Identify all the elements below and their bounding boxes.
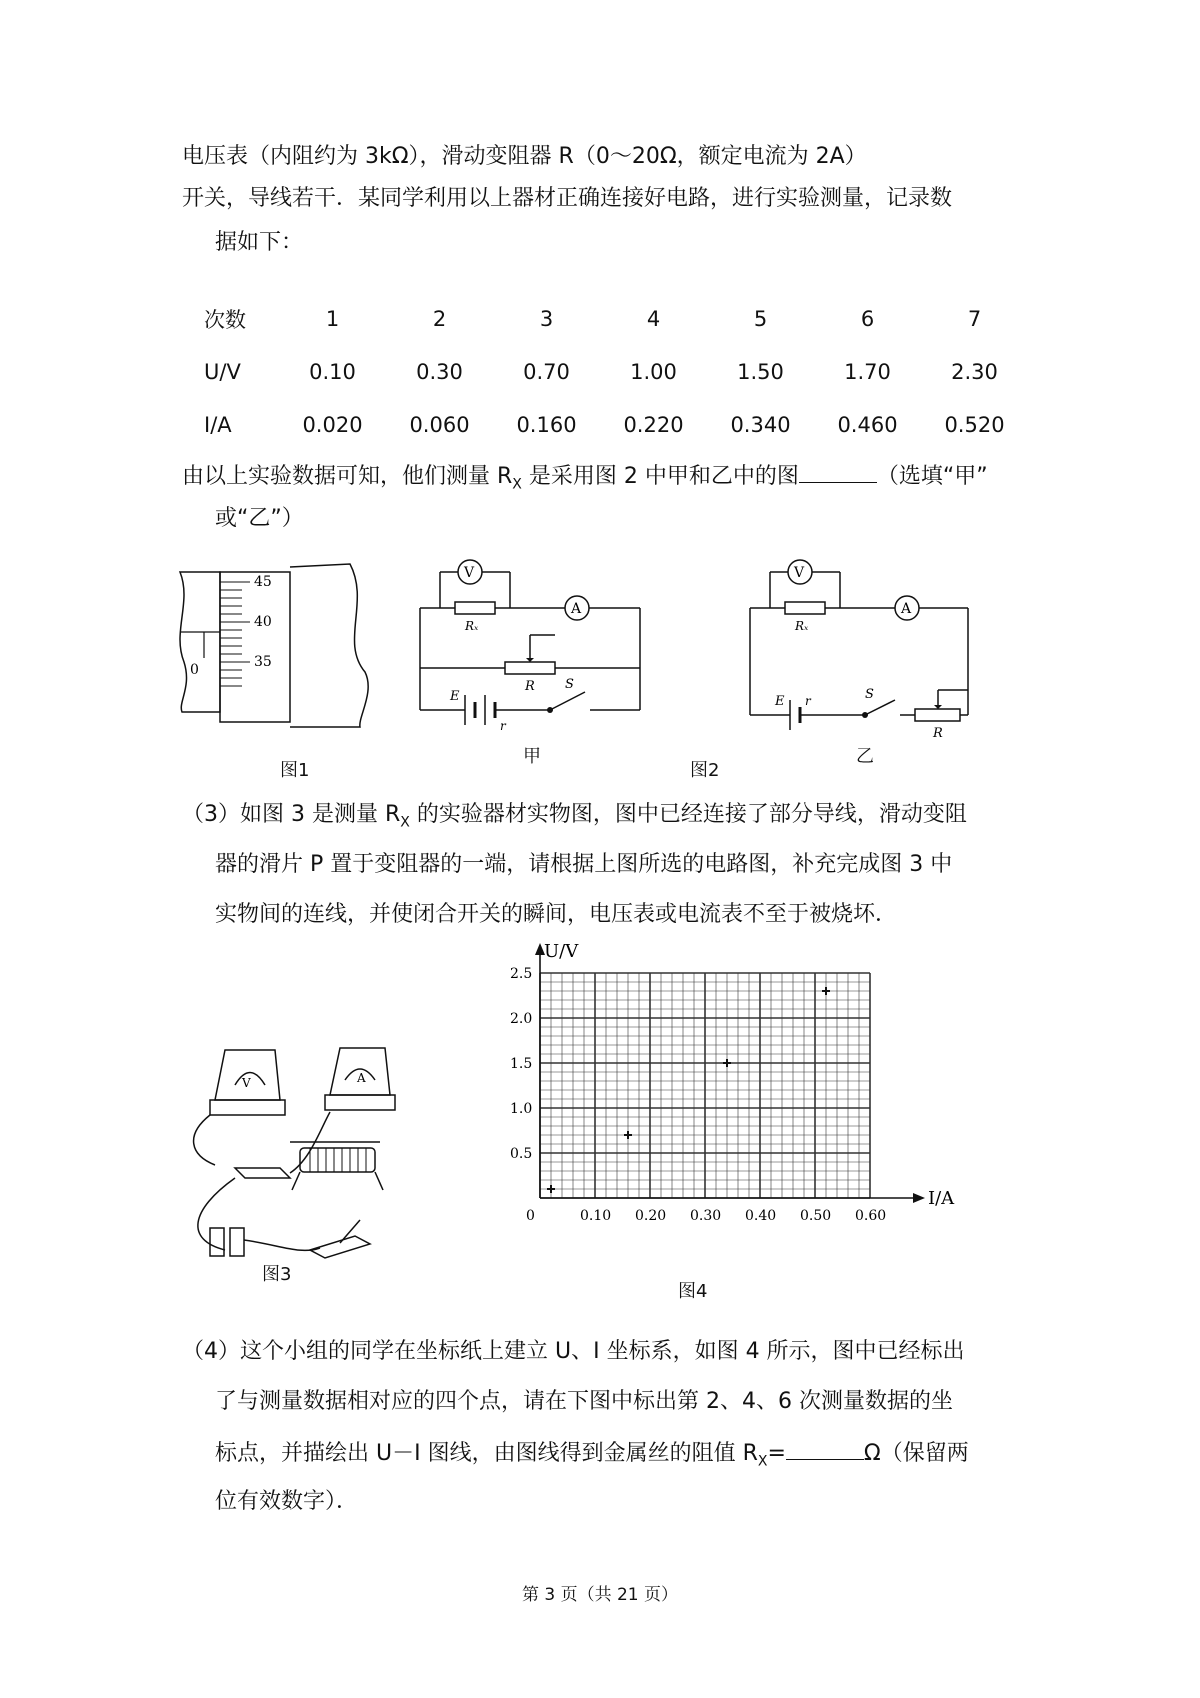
table-cell: 0.340 xyxy=(730,412,791,437)
switch-label: S xyxy=(865,687,874,702)
question-line xyxy=(215,1437,969,1476)
paragraph-line: 器的滑片 P 置于变阻器的一端，请根据上图所选的电路图，补充完成图 3 中 xyxy=(215,852,953,877)
table-cell: 1.50 xyxy=(737,359,784,384)
internal-r-label: r xyxy=(805,694,811,708)
table-cell: 0.520 xyxy=(944,412,1005,437)
question-text: 标点，并描绘出 U－I 图线，由图线得到金属丝的阻值 R xyxy=(215,1441,758,1466)
y-axis-label: U/V xyxy=(544,941,579,962)
x-tick-label: 0.60 xyxy=(855,1208,887,1224)
y-tick-label: 2.5 xyxy=(510,966,533,982)
y-tick-label: 1.5 xyxy=(510,1056,533,1072)
table-cell: 1.00 xyxy=(630,359,677,384)
voltmeter-label: V xyxy=(242,1076,251,1090)
table-row xyxy=(190,292,1028,345)
table-cell: 0.020 xyxy=(302,412,363,437)
data-point xyxy=(723,1059,731,1067)
table-cell: 0.060 xyxy=(409,412,470,437)
table-cell: 1.70 xyxy=(844,359,891,384)
origin-label: 0 xyxy=(526,1208,535,1224)
figure-label-jia: 甲 xyxy=(523,746,541,767)
rx-label: Rₓ xyxy=(795,619,809,633)
table-cell: 7 xyxy=(967,306,982,331)
circuit-yi xyxy=(750,550,990,740)
ammeter-label: A xyxy=(901,601,912,617)
figure-label-yi: 乙 xyxy=(856,746,874,767)
x-tick-label: 0.20 xyxy=(635,1208,667,1224)
table-cell: 0.460 xyxy=(837,412,898,437)
internal-r-label: r xyxy=(500,719,506,733)
x-tick-label: 0.50 xyxy=(800,1208,832,1224)
voltmeter-label: V xyxy=(464,565,475,581)
paragraph-line: （4）这个小组的同学在坐标纸上建立 U、I 坐标系，如图 4 所示，图中已经标出 xyxy=(182,1339,965,1364)
data-point xyxy=(624,1131,632,1139)
subscript: X xyxy=(512,476,522,493)
table-row xyxy=(190,345,1028,398)
table-header-cell: I/A xyxy=(204,412,232,437)
paragraph-line: 据如下： xyxy=(215,230,304,255)
circuit-jia xyxy=(420,550,660,740)
table-cell: 0.70 xyxy=(523,359,570,384)
figure-caption: 图4 xyxy=(678,1281,708,1302)
figure-caption: 图1 xyxy=(280,760,310,781)
table-cell: 0.160 xyxy=(516,412,577,437)
y-tick-label: 0.5 xyxy=(510,1146,533,1162)
table-cell: 0.30 xyxy=(416,359,463,384)
paragraph-line: 开关，导线若干．某同学利用以上器材正确连接好电路，进行实验测量，记录数 xyxy=(182,186,953,211)
question-line xyxy=(182,800,967,837)
ammeter-label: A xyxy=(571,601,582,617)
ammeter-label: A xyxy=(357,1071,366,1085)
data-point xyxy=(822,987,830,995)
micrometer-zero-label: 0 xyxy=(190,662,199,678)
x-tick-label: 0.10 xyxy=(580,1208,612,1224)
ui-chart xyxy=(500,941,955,1258)
paragraph-line: 实物间的连线，并使闭合开关的瞬间，电压表或电流表不至于被烧坏． xyxy=(215,902,898,927)
x-axis-label: I/A xyxy=(928,1188,955,1209)
question-text: = xyxy=(767,1441,786,1466)
figure-caption: 图3 xyxy=(262,1264,292,1285)
question-text: （选填“甲” xyxy=(876,464,988,489)
table-cell: 1 xyxy=(325,306,340,331)
voltmeter-label: V xyxy=(794,565,805,581)
table-header-cell: U/V xyxy=(204,359,241,384)
page-footer: 第 3 页（共 21 页） xyxy=(521,1585,679,1605)
micrometer-figure xyxy=(180,562,380,732)
table-header-cell: 次数 xyxy=(204,307,246,332)
apparatus-figure xyxy=(180,1040,440,1260)
table-cell: 4 xyxy=(646,306,661,331)
table-cell: 5 xyxy=(753,306,768,331)
question-line xyxy=(182,460,988,499)
question-text: 由以上实验数据可知，他们测量 R xyxy=(182,464,513,489)
answer-blank[interactable] xyxy=(799,460,877,483)
paragraph-line: 了与测量数据相对应的四个点，请在下图中标出第 2、4、6 次测量数据的坐 xyxy=(215,1389,953,1414)
e-label: E xyxy=(450,689,460,704)
question-text: 是采用图 2 中甲和乙中的图 xyxy=(521,464,799,489)
table-cell: 6 xyxy=(860,306,875,331)
paragraph-line: 电压表（内阻约为 3kΩ），滑动变阻器 R（0～20Ω，额定电流为 2A） xyxy=(182,144,867,169)
x-axis-arrow xyxy=(913,1193,925,1203)
x-tick-label: 0.30 xyxy=(690,1208,722,1224)
r-label: R xyxy=(933,726,943,741)
table-row xyxy=(190,398,1028,451)
rx-label: Rₓ xyxy=(465,619,479,633)
answer-blank[interactable] xyxy=(786,1437,864,1460)
r-label: R xyxy=(525,679,535,694)
table-cell: 0.10 xyxy=(309,359,356,384)
data-table xyxy=(190,292,1028,451)
paragraph-line: 或“乙”） xyxy=(215,506,304,531)
paragraph-line: 位有效数字）． xyxy=(215,1489,359,1514)
figure-caption: 图2 xyxy=(690,760,720,781)
switch-label: S xyxy=(565,677,574,692)
question-text: Ω（保留两 xyxy=(863,1441,969,1466)
y-tick-label: 2.0 xyxy=(510,1011,533,1027)
subscript: X xyxy=(757,1453,768,1470)
y-tick-label: 1.0 xyxy=(510,1101,533,1117)
table-cell: 3 xyxy=(539,306,554,331)
question-text: 的实验器材实物图，图中已经连接了部分导线，滑动变阻 xyxy=(409,802,967,827)
table-cell: 2 xyxy=(432,306,447,331)
micrometer-tick-label: 35 xyxy=(254,654,272,670)
question-text: （3）如图 3 是测量 R xyxy=(182,802,401,827)
data-point xyxy=(547,1185,555,1193)
subscript: X xyxy=(400,814,410,831)
micrometer-tick-label: 45 xyxy=(254,574,272,590)
micrometer-tick-label: 40 xyxy=(254,614,272,630)
table-cell: 2.30 xyxy=(951,359,998,384)
x-tick-label: 0.40 xyxy=(745,1208,777,1224)
table-cell: 0.220 xyxy=(623,412,684,437)
e-label: E xyxy=(775,694,785,709)
